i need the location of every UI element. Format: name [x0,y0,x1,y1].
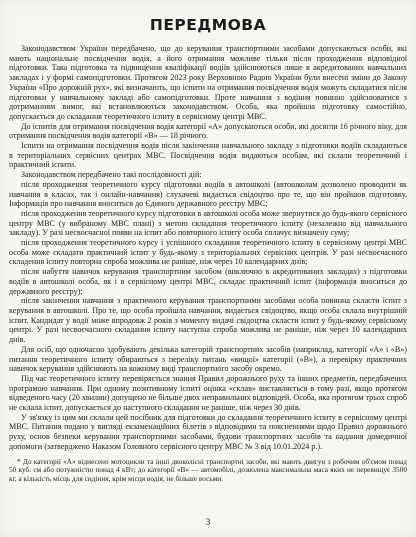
page-number: 3 [205,517,211,527]
list-item: після набуття навичок керування транспортним засобом (виключно в акредитованих закладах) з підготовки водіїв в автошколі особа, як і в сервісному центрі МВС, складає практичний іспит (інформація вноситься до державного реєстру); [9,267,407,296]
paragraph: Законодавством України передбачено, що до керування транспортними засобами допускаються особи, які мають національне посвідчення водія, а його отримання можливе тільки після проходження відповідної підготовки. Така підготовка та підвищення кваліфікації водіїв здійснюються лише в акредитованих навчальних закладах і у формі самопідготовки. Протягом 2023 року Верховною Радою України були внесені зміни до Закону України «Про дорожній рух», які визначають, що іспити на отримання посвідчення водія можуть складатися після підготовки у навчальному закладі або самопідготовки. Проте навчання з водіння повинно здійснюватися з дотриманням вимог, які встановлюються законодавством. Особа, яка пройшла підготовку самостійно, допускається до складання теоретичного іспиту в сервісному центрі МВС. [9,44,407,121]
paragraph: Іспити на отримання посвідчення водія після закінчення навчального закладу з підготовки водіїв складаються в територіальних сервісних центрах МВС. Посвідчення водія видаються особам, які склали теоретичний і практичний іспити. [9,141,407,170]
paragraph: Під час теоретичного іспиту перевіряється знання Правил дорожнього руху та інших предметів, передбачених програмою навчання. При одному позитивному іспиті оцінка «склав» виставляється в тому разі, якщо протягом відведеного часу (20 хвилин) допущено не більше двох неправильних відповідей. Особа, яка протягом трьох спроб не склала іспит, допускається до наступного складання не раніше, ніж через 30 днів. [9,373,407,413]
paragraph: До іспитів для отримання посвідчення водія категорії «A» допускаються особи, які досягли 16 річного віку, для отримання посвідчення водія категорії «B» — 18 річного. [9,121,407,141]
paragraph: Для осіб, що одночасно здобувають декілька категорій транспортних засобів (наприклад, категорії «A» і «B») питання теоретичного іспиту обираються з переліку питань «вищої» категорії («B»), а перевірку практичних навичок керування здійснюють на кожному виді транспортного засобу окремо. [9,344,407,374]
list-item: після проходження теоретичного курсу підготовки водіїв в автошколі (автошколам дозволено проводити як навчання в класах, так і онлайн-навчання) слухачеві видається свідоцтво про те, що він пройшов підготовку. Інформація про навчання вноситься до Єдиного державного реєстру МВС; [9,179,407,209]
body-text [9,44,407,512]
page-title: ПЕРЕДМОВА [149,16,267,34]
paragraph: У зв'язку із цим ми склали цей посібник для підготовки до складання теоретичного іспиту в сервісному центрі МВС. Питання подано у вигляді екзаменаційних білетів з відповідями та поясненнями щодо Правил дорожнього руху, основ безпеки керування транспортними засобами, будови транспортних засобів та надання домедичної допомоги (затверджено Наказом Головного сервісного центру МВС № 3 від 10.01.2024 р.). [9,412,407,451]
list-item: після закінчення навчання з практичного керування транспортними засобами особа повинна скласти іспит з керування в автошколі. Про те, що особа пройшла навчання, видається свідоцтво, якщо особа склала внутрішній іспит. Кандидат у водії може впродовж 2 років з моменту видачі свідоцтва скласти іспит у будь-якому сервісному центрі. У разі несвоєчасного складання іспиту наступна спроба можлива не раніше, ніж через 10 календарних днів. [9,296,407,345]
footnote: * До категорії «A» віднесено мотоцикли та інші двоколісні транспортні засоби, які мають двигун з робочим об'ємом понад 50 куб. см або потужністю понад 4 кВт; до категорії «B» — автомобілі, дозволена максимальна маса яких не перевищує 3500 кг, а кількість місць для сидіння, крім місця водія, не більше восьми. [9,456,407,483]
paragraph: Законодавством передбачено такі послідовності дій: [21,170,202,180]
list-item: після проходження теоретичного курсу і успішного складання теоретичного іспиту в сервісному центрі МВС особа може складати практичний іспит у будь-якому з територіальних сервісних центрів. У разі несвоєчасного складення іспиту повторна спроба можлива не раніше, ніж через 10 календарних днів; [9,238,407,267]
list-item: після проходження теоретичного курсу підготовки в автошколі особа може звернутися до будь-якого сервісного центру МВС (у вибраному МВС плані) з метою складання теоретичного іспиту (незалежно від навчального закладу). У разі несвоєчасної появи на іспит або повторного іспиту особа сплачує визначену суму; [9,208,407,238]
